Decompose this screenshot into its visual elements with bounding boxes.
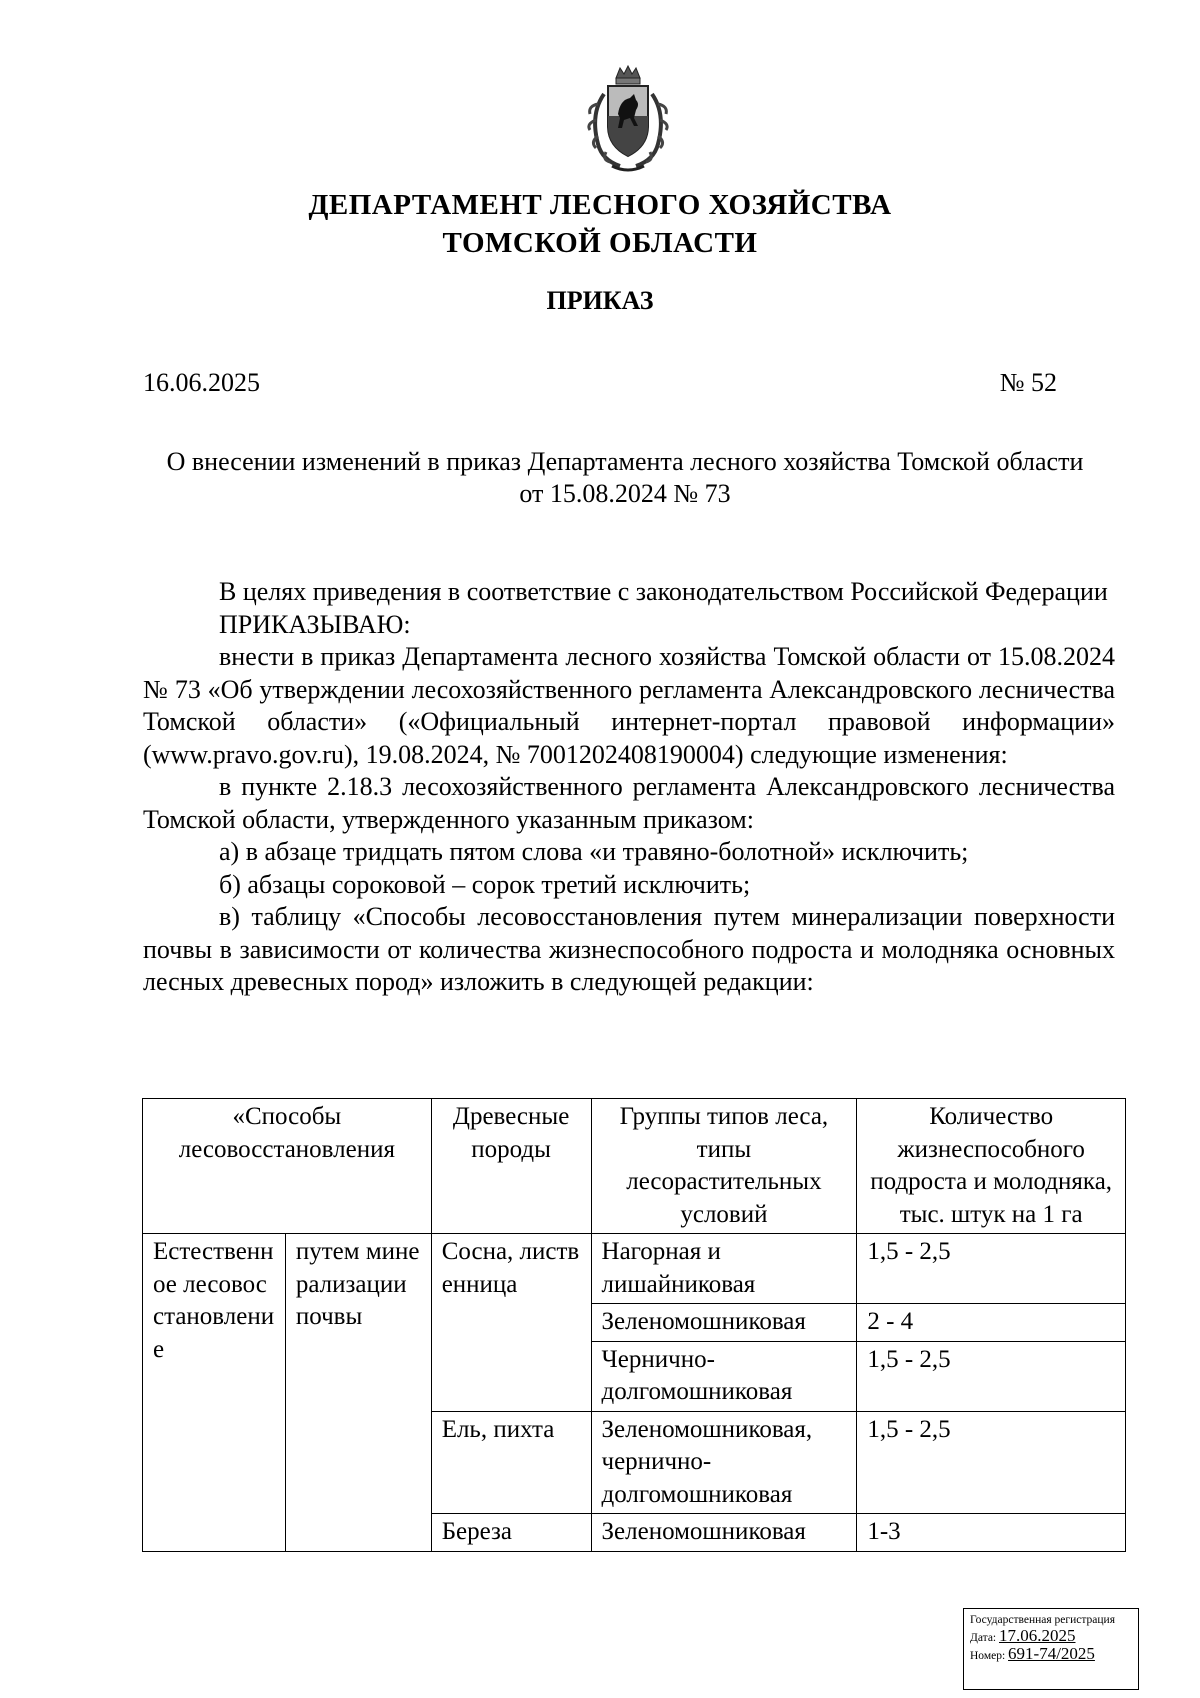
paragraph-item-v: в) таблицу «Способы лесовосстановления путем минерализации поверхности почвы в зависимости от количества жизнеспособного подроста и молодняка основных лесных древесных пород» изложить в следующей редакции:	[143, 902, 1115, 996]
stamp-number-value: 691-74/2025	[1008, 1644, 1095, 1663]
species-spruce-fir: Ель, пихта	[431, 1411, 591, 1514]
quantity-cell: 2 - 4	[857, 1304, 1126, 1342]
paragraph-amend: внести в приказ Департамента лесного хозяйства Томской области от 15.08.2024 № 73 «Об утверждении лесохозяйственного регламента Александровского лесничества Томской области» («Официальный интернет-портал правовой информации» (www.pravo.gov.ru), 19.08.2024, № 7001202408190004) следующие изменения:	[143, 642, 1115, 769]
paragraph-purpose: В целях приведения в соответствие с законодательством Российской Федерации	[219, 577, 1108, 606]
header-methods: «Способы лесовосстановления	[143, 1099, 432, 1234]
department-line-1: ДЕПАРТАМЕНТ ЛЕСНОГО ХОЗЯЙСТВА	[308, 189, 892, 221]
header-quantity: Количество жизнеспособного подроста и молодняка, тыс. штук на 1 га	[857, 1099, 1126, 1234]
forest-type-cell: Чернично-долгомошниковая	[591, 1341, 857, 1411]
coat-of-arms-icon	[568, 64, 688, 176]
forest-type-cell: Зеленомошниковая	[591, 1304, 857, 1342]
paragraph-order-word: ПРИКАЗЫВАЮ:	[219, 609, 411, 639]
forest-type-cell: Зеленомошниковая	[591, 1514, 857, 1552]
order-number: № 52	[999, 368, 1057, 397]
table-header-row	[143, 1099, 1126, 1234]
paragraph-item-a: а) в абзаце тридцать пятом слова «и травяно-болотной» исключить;	[219, 837, 969, 866]
stamp-number-row	[970, 1646, 1132, 1664]
header-species: Древесные породы	[431, 1099, 591, 1234]
species-pine-larch: Сосна, лиственница	[431, 1234, 591, 1412]
species-birch: Береза	[431, 1514, 591, 1552]
method-natural: Естественное лесовосстановление	[143, 1234, 286, 1552]
forest-type-cell: Нагорная и лишайниковая	[591, 1234, 857, 1304]
reforestation-table	[142, 1098, 1126, 1552]
quantity-cell: 1-3	[857, 1514, 1126, 1552]
department-line-2: ТОМСКОЙ ОБЛАСТИ	[442, 227, 758, 259]
stamp-date-label: Дата:	[970, 1632, 997, 1644]
registration-stamp	[963, 1608, 1139, 1690]
header-forest-types: Группы типов леса, типы лесорастительных условий	[591, 1099, 857, 1234]
quantity-cell: 1,5 - 2,5	[857, 1411, 1126, 1514]
order-subject: О внесении изменений в приказ Департамента лесного хозяйства Томской области от 15.08.2024 № 73	[166, 447, 1084, 508]
department-name	[0, 186, 1200, 262]
quantity-cell: 1,5 - 2,5	[857, 1234, 1126, 1304]
stamp-title: Государственная регистрация	[970, 1614, 1115, 1626]
forest-type-cell: Зеленомошниковая, чернично-долгомошниковая	[591, 1411, 857, 1514]
table-row	[143, 1234, 1126, 1304]
quantity-cell: 1,5 - 2,5	[857, 1341, 1126, 1411]
document-type: ПРИКАЗ	[546, 286, 654, 315]
order-body	[143, 576, 1115, 999]
stamp-date-value: 17.06.2025	[999, 1626, 1076, 1645]
stamp-number-label: Номер:	[970, 1650, 1006, 1662]
paragraph-item-b: б) абзацы сороковой – сорок третий исключить;	[219, 869, 751, 899]
paragraph-point: в пункте 2.18.3 лесохозяйственного регламента Александровского лесничества Томской области, утвержденного указанным приказом:	[143, 772, 1115, 834]
method-mineralization: путем минерализации почвы	[285, 1234, 431, 1552]
order-date: 16.06.2025	[143, 368, 260, 397]
